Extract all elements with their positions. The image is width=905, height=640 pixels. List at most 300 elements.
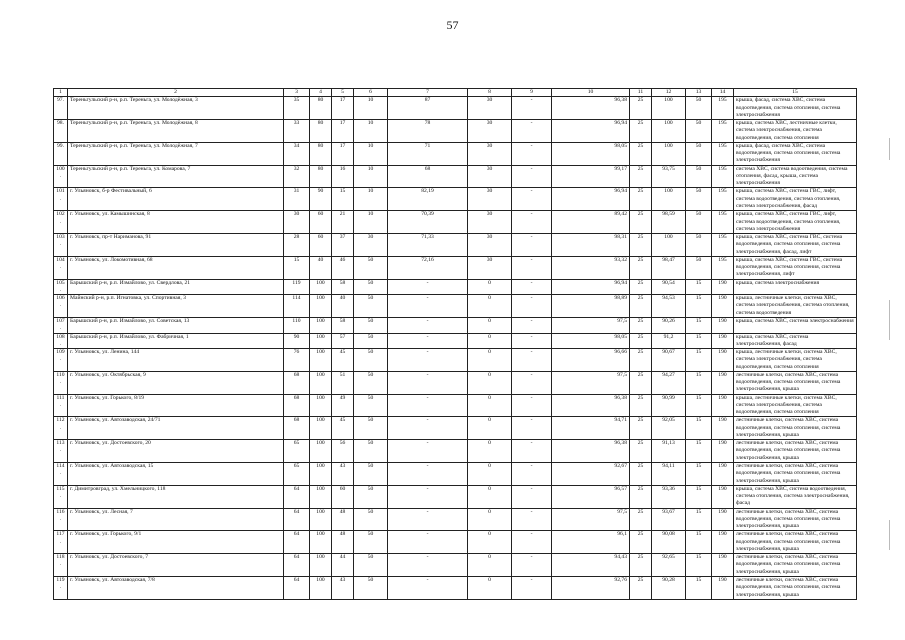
scan-edge-mark (889, 300, 890, 340)
works-list: крыша, фасад, система ХВС, система водоотведения, система отопления, система электроснабжения (734, 97, 857, 120)
col-13-value: 15 (686, 417, 712, 440)
col-8-value: 30 (468, 256, 512, 279)
col-5-value: 58 (332, 279, 354, 295)
col-7-value: 68 (388, 165, 468, 188)
col-6-value: 50 (354, 531, 388, 554)
col-9-value: - (512, 485, 552, 508)
col-10-value: 97,5 (552, 317, 630, 333)
address: г. Ульяновск, ул. Достоевского, 7 (68, 554, 284, 577)
col-4-value: 100 (310, 508, 332, 531)
col-14-value: 195 (712, 234, 734, 257)
works-list: крыша, система ХВС, лестничные клетки, система электроснабжения, система водоотведения, система отопления (734, 120, 857, 143)
col-10-value: 92,67 (552, 463, 630, 486)
col-7-value: 78 (388, 120, 468, 143)
col-14-value: 190 (712, 440, 734, 463)
table-row (54, 97, 857, 120)
table-row (54, 371, 857, 394)
col-14-value: 195 (712, 211, 734, 234)
table-row (54, 440, 857, 463)
table-row (54, 234, 857, 257)
col-14-value: 195 (712, 188, 734, 211)
col-9-value: - (512, 165, 552, 188)
row-number: 117. (54, 531, 68, 554)
col-14-value: 195 (712, 256, 734, 279)
col-10-value: 96,66 (552, 349, 630, 372)
col-5-value: 17 (332, 142, 354, 165)
works-list: крыша, лестничные клетки, система ХВС, система электроснабжения, система водоотведения, система отопления (734, 394, 857, 417)
col-6-value: 30 (354, 234, 388, 257)
col-6-value: 50 (354, 463, 388, 486)
address: Барышский р-н, р.п. Измайлово, ул. Свердлова, 21 (68, 279, 284, 295)
col-3-value: 15 (284, 256, 310, 279)
col-11-value: 25 (630, 508, 652, 531)
works-list: лестничные клетки, система ХВС, система водоотведения, система отопления, система электроснабжения, крыша (734, 440, 857, 463)
row-number: 110. (54, 371, 68, 394)
works-list: система ХВС, система водоотведения, система отопления, фасад, крыша, система электроснабжения (734, 165, 857, 188)
col-10-value: 98,05 (552, 333, 630, 349)
col-12-value: 98,47 (652, 256, 686, 279)
row-number: 114. (54, 463, 68, 486)
col-13-value: 15 (686, 508, 712, 531)
table-row (54, 211, 857, 234)
col-14-value: 195 (712, 142, 734, 165)
col-10-value: 93,32 (552, 256, 630, 279)
col-4-value: 100 (310, 295, 332, 318)
col-11-value: 25 (630, 371, 652, 394)
col-9-value: - (512, 349, 552, 372)
column-header: 2 (68, 89, 284, 97)
col-13-value: 50 (686, 234, 712, 257)
col-3-value: 28 (284, 234, 310, 257)
col-14-value: 190 (712, 508, 734, 531)
col-6-value: 50 (354, 295, 388, 318)
col-8-value: 30 (468, 120, 512, 143)
table-row (54, 485, 857, 508)
col-5-value: 43 (332, 577, 354, 600)
table-header-row (54, 89, 857, 97)
col-12-value: 94,11 (652, 463, 686, 486)
col-9-value: - (512, 295, 552, 318)
table-row (54, 394, 857, 417)
col-7-value: - (388, 417, 468, 440)
col-13-value: 15 (686, 317, 712, 333)
col-4-value: 60 (310, 234, 332, 257)
col-11-value: 25 (630, 577, 652, 600)
col-6-value: 50 (354, 256, 388, 279)
col-3-value: 114 (284, 295, 310, 318)
column-header: 1 (54, 89, 68, 97)
col-12-value: 98,59 (652, 211, 686, 234)
row-number: 97. (54, 97, 68, 120)
table-row (54, 554, 857, 577)
column-header: 9 (512, 89, 552, 97)
col-4-value: 40 (310, 256, 332, 279)
col-6-value: 50 (354, 317, 388, 333)
col-12-value: 100 (652, 188, 686, 211)
col-7-value: 71,33 (388, 234, 468, 257)
col-13-value: 50 (686, 211, 712, 234)
col-11-value: 25 (630, 165, 652, 188)
col-6-value: 10 (354, 142, 388, 165)
col-13-value: 50 (686, 142, 712, 165)
col-5-value: 17 (332, 120, 354, 143)
row-number: 104. (54, 256, 68, 279)
works-list: лестничные клетки, система ХВС, система водоотведения, система отопления, система электроснабжения, крыша (734, 417, 857, 440)
col-9-value: - (512, 279, 552, 295)
col-10-value: 96,57 (552, 485, 630, 508)
table-row (54, 577, 857, 600)
address: г. Ульяновск, пр-т Нариманова, 91 (68, 234, 284, 257)
table-row (54, 349, 857, 372)
col-12-value: 93,75 (652, 165, 686, 188)
col-12-value: 93,36 (652, 485, 686, 508)
works-list: лестничные клетки, система ХВС, система водоотведения, система отопления, система электроснабжения, крыша (734, 577, 857, 600)
col-12-value: 92,65 (652, 554, 686, 577)
works-list: крыша, система ХВС, система электроснабжения, фасад (734, 333, 857, 349)
row-number: 116. (54, 508, 68, 531)
col-8-value: 0 (468, 333, 512, 349)
col-6-value: 10 (354, 120, 388, 143)
col-5-value: 17 (332, 97, 354, 120)
col-13-value: 15 (686, 295, 712, 318)
scan-edge-mark (889, 138, 890, 160)
col-5-value: 44 (332, 554, 354, 577)
col-11-value: 25 (630, 279, 652, 295)
col-11-value: 25 (630, 531, 652, 554)
col-6-value: 50 (354, 508, 388, 531)
address: Майнский р-н, р.п. Игнатовка, ул. Спортивная, 3 (68, 295, 284, 318)
col-3-value: 33 (284, 120, 310, 143)
col-12-value: 90,67 (652, 349, 686, 372)
col-12-value: 94,27 (652, 371, 686, 394)
col-4-value: 100 (310, 317, 332, 333)
col-4-value: 80 (310, 97, 332, 120)
col-8-value: 30 (468, 165, 512, 188)
col-8-value: 30 (468, 211, 512, 234)
column-header: 6 (354, 89, 388, 97)
works-list: крыша, фасад, система ХВС, система водоотведения, система отопления, система электроснабжения (734, 142, 857, 165)
col-10-value: 94,43 (552, 554, 630, 577)
col-13-value: 15 (686, 279, 712, 295)
col-8-value: 0 (468, 279, 512, 295)
col-4-value: 80 (310, 120, 332, 143)
col-10-value: 99,17 (552, 165, 630, 188)
page-number: 57 (446, 18, 459, 32)
column-header: 12 (652, 89, 686, 97)
col-4-value: 90 (310, 188, 332, 211)
col-7-value: - (388, 463, 468, 486)
col-9-value: - (512, 317, 552, 333)
col-4-value: 100 (310, 485, 332, 508)
col-5-value: 56 (332, 440, 354, 463)
col-11-value: 25 (630, 142, 652, 165)
col-6-value: 50 (354, 417, 388, 440)
row-number: 100. (54, 165, 68, 188)
col-14-value: 195 (712, 120, 734, 143)
col-7-value: - (388, 554, 468, 577)
col-11-value: 25 (630, 333, 652, 349)
works-list: лестничные клетки, система ХВС, система водоотведения, система отопления, система электроснабжения, крыша (734, 554, 857, 577)
col-7-value: - (388, 577, 468, 600)
data-table (53, 88, 857, 600)
col-9-value: - (512, 120, 552, 143)
address: Барышский р-н, р.п. Измайлово, ул. Фабричная, 1 (68, 333, 284, 349)
table-row (54, 256, 857, 279)
address: г. Ульяновск, ул. Лесная, 7 (68, 508, 284, 531)
address: г. Ульяновск, ул. Локомотивная, 68 (68, 256, 284, 279)
address: г. Ульяновск, ул. Достоевского, 20 (68, 440, 284, 463)
col-14-value: 190 (712, 463, 734, 486)
col-3-value: 68 (284, 394, 310, 417)
col-4-value: 100 (310, 349, 332, 372)
col-3-value: 65 (284, 440, 310, 463)
col-13-value: 15 (686, 463, 712, 486)
col-10-value: 97,5 (552, 371, 630, 394)
col-13-value: 15 (686, 371, 712, 394)
col-7-value: - (388, 279, 468, 295)
col-11-value: 25 (630, 120, 652, 143)
col-11-value: 25 (630, 349, 652, 372)
col-4-value: 80 (310, 165, 332, 188)
col-5-value: 48 (332, 531, 354, 554)
works-list: крыша, система ХВС, система ГВС, система водоотведения, система отопления, система электроснабжения, лифт (734, 256, 857, 279)
col-6-value: 50 (354, 279, 388, 295)
col-9-value: - (512, 234, 552, 257)
col-8-value: 30 (468, 188, 512, 211)
row-number: 107. (54, 317, 68, 333)
col-8-value: 0 (468, 485, 512, 508)
col-8-value: 0 (468, 440, 512, 463)
row-number: 118. (54, 554, 68, 577)
works-list: крыша, система ХВС, система ГВС, лифт, система водоотведения, система отопления, система электроснабжения, фасад (734, 188, 857, 211)
col-14-value: 190 (712, 485, 734, 508)
col-10-value: 96,94 (552, 279, 630, 295)
col-3-value: 76 (284, 349, 310, 372)
col-5-value: 49 (332, 394, 354, 417)
column-header: 14 (712, 89, 734, 97)
col-3-value: 64 (284, 531, 310, 554)
col-7-value: - (388, 371, 468, 394)
row-number: 106. (54, 295, 68, 318)
col-5-value: 51 (332, 371, 354, 394)
col-5-value: 60 (332, 485, 354, 508)
col-14-value: 190 (712, 577, 734, 600)
col-12-value: 93,67 (652, 508, 686, 531)
col-9-value: - (512, 371, 552, 394)
col-3-value: 64 (284, 577, 310, 600)
col-5-value: 57 (332, 333, 354, 349)
col-11-value: 25 (630, 317, 652, 333)
col-3-value: 90 (284, 333, 310, 349)
col-7-value: 70,39 (388, 211, 468, 234)
col-10-value: 97,5 (552, 508, 630, 531)
col-14-value: 190 (712, 531, 734, 554)
row-number: 112. (54, 417, 68, 440)
col-10-value: 98,05 (552, 142, 630, 165)
works-list: лестничные клетки, система ХВС, система водоотведения, система отопления, система электроснабжения, крыша (734, 371, 857, 394)
col-14-value: 195 (712, 97, 734, 120)
address: г. Ульяновск, ул. Ленина, 144 (68, 349, 284, 372)
col-10-value: 96,94 (552, 120, 630, 143)
column-header: 11 (630, 89, 652, 97)
col-9-value: - (512, 417, 552, 440)
address: г. Ульяновск, ул. Октябрьская, 9 (68, 371, 284, 394)
table-row (54, 417, 857, 440)
col-13-value: 15 (686, 440, 712, 463)
col-12-value: 100 (652, 97, 686, 120)
table-row (54, 142, 857, 165)
col-10-value: 96,38 (552, 440, 630, 463)
col-8-value: 0 (468, 371, 512, 394)
column-header: 15 (734, 89, 857, 97)
col-13-value: 15 (686, 577, 712, 600)
col-9-value: - (512, 142, 552, 165)
col-14-value: 190 (712, 417, 734, 440)
col-13-value: 50 (686, 188, 712, 211)
col-14-value: 190 (712, 394, 734, 417)
col-9-value: - (512, 531, 552, 554)
col-9-value: - (512, 508, 552, 531)
col-8-value: 0 (468, 295, 512, 318)
col-7-value: - (388, 531, 468, 554)
works-list: крыша, лестничные клетки, система ХВС, система электроснабжения, система отопления, система водоотведения (734, 295, 857, 318)
col-10-value: 98,89 (552, 295, 630, 318)
col-11-value: 25 (630, 295, 652, 318)
works-list: крыша, система ХВС, система водоотведения, система отопления, система электроснабжения, фасад (734, 485, 857, 508)
row-number: 102. (54, 211, 68, 234)
col-4-value: 100 (310, 279, 332, 295)
col-9-value: - (512, 97, 552, 120)
col-3-value: 34 (284, 142, 310, 165)
col-8-value: 30 (468, 234, 512, 257)
address: г. Ульяновск, ул. Горького, 8/19 (68, 394, 284, 417)
row-number: 103. (54, 234, 68, 257)
col-5-value: 58 (332, 317, 354, 333)
col-8-value: 0 (468, 463, 512, 486)
col-12-value: 100 (652, 234, 686, 257)
column-header: 4 (310, 89, 332, 97)
address: Тереньгульский р-н, р.п. Тереньга, ул. Молодёжная, 3 (68, 97, 284, 120)
col-11-value: 25 (630, 440, 652, 463)
col-12-value: 91,2 (652, 333, 686, 349)
col-8-value: 0 (468, 394, 512, 417)
col-6-value: 10 (354, 188, 388, 211)
table-row (54, 120, 857, 143)
col-10-value: 89,42 (552, 211, 630, 234)
col-9-value: - (512, 463, 552, 486)
col-14-value: 190 (712, 349, 734, 372)
col-5-value: 40 (332, 295, 354, 318)
col-14-value: 190 (712, 295, 734, 318)
col-13-value: 50 (686, 120, 712, 143)
col-14-value: 190 (712, 554, 734, 577)
col-6-value: 50 (354, 554, 388, 577)
col-7-value: 87 (388, 97, 468, 120)
col-8-value: 0 (468, 349, 512, 372)
col-6-value: 50 (354, 577, 388, 600)
col-13-value: 15 (686, 394, 712, 417)
col-11-value: 25 (630, 97, 652, 120)
col-5-value: 46 (332, 256, 354, 279)
column-header: 8 (468, 89, 512, 97)
col-13-value: 15 (686, 349, 712, 372)
address: г. Димитровград, ул. Хмельницкого, 118 (68, 485, 284, 508)
col-10-value: 96,94 (552, 188, 630, 211)
col-11-value: 25 (630, 394, 652, 417)
col-3-value: 110 (284, 317, 310, 333)
col-10-value: 96,38 (552, 394, 630, 417)
col-11-value: 25 (630, 554, 652, 577)
table-body (54, 97, 857, 600)
works-list: лестничные клетки, система ХВС, система водоотведения, система отопления, система электроснабжения, крыша (734, 463, 857, 486)
col-13-value: 50 (686, 165, 712, 188)
table-row (54, 531, 857, 554)
row-number: 119. (54, 577, 68, 600)
col-11-value: 25 (630, 417, 652, 440)
col-11-value: 25 (630, 485, 652, 508)
col-7-value: 82,19 (388, 188, 468, 211)
row-number: 109. (54, 349, 68, 372)
table-row (54, 463, 857, 486)
row-number: 99. (54, 142, 68, 165)
column-header: 13 (686, 89, 712, 97)
col-6-value: 10 (354, 97, 388, 120)
works-list: крыша, система ХВС, система ГВС, система водоотведения, система отопления, система электроснабжения, фасад, лифт (734, 234, 857, 257)
col-6-value: 50 (354, 485, 388, 508)
col-12-value: 90,99 (652, 394, 686, 417)
col-7-value: 71 (388, 142, 468, 165)
col-13-value: 15 (686, 554, 712, 577)
table-row (54, 508, 857, 531)
col-10-value: 94,71 (552, 417, 630, 440)
col-10-value: 92,76 (552, 577, 630, 600)
address: г. Ульяновск, ул. Камышинская, 8 (68, 211, 284, 234)
col-14-value: 195 (712, 165, 734, 188)
col-14-value: 190 (712, 371, 734, 394)
col-4-value: 100 (310, 463, 332, 486)
col-12-value: 92,05 (652, 417, 686, 440)
col-4-value: 60 (310, 211, 332, 234)
row-number: 105. (54, 279, 68, 295)
col-6-value: 50 (354, 394, 388, 417)
col-13-value: 15 (686, 531, 712, 554)
col-12-value: 90,26 (652, 317, 686, 333)
row-number: 108. (54, 333, 68, 349)
col-13-value: 50 (686, 256, 712, 279)
row-number: 111. (54, 394, 68, 417)
col-3-value: 31 (284, 188, 310, 211)
col-12-value: 90,08 (652, 531, 686, 554)
col-12-value: 90,54 (652, 279, 686, 295)
col-8-value: 0 (468, 531, 512, 554)
col-6-value: 50 (354, 349, 388, 372)
row-number: 113. (54, 440, 68, 463)
col-9-value: - (512, 577, 552, 600)
col-3-value: 30 (284, 211, 310, 234)
col-4-value: 100 (310, 417, 332, 440)
works-list: крыша, система ХВС, система ГВС, лифт, система водоотведения, система отопления, система электроснабжения (734, 211, 857, 234)
col-7-value: - (388, 485, 468, 508)
col-4-value: 100 (310, 371, 332, 394)
works-list: крыша, лестничные клетки, система ХВС, система электроснабжения, система водоотведения, система отопления (734, 349, 857, 372)
col-5-value: 16 (332, 165, 354, 188)
col-6-value: 50 (354, 440, 388, 463)
col-12-value: 90,28 (652, 577, 686, 600)
col-5-value: 15 (332, 188, 354, 211)
col-3-value: 64 (284, 554, 310, 577)
col-4-value: 100 (310, 577, 332, 600)
row-number: 115. (54, 485, 68, 508)
